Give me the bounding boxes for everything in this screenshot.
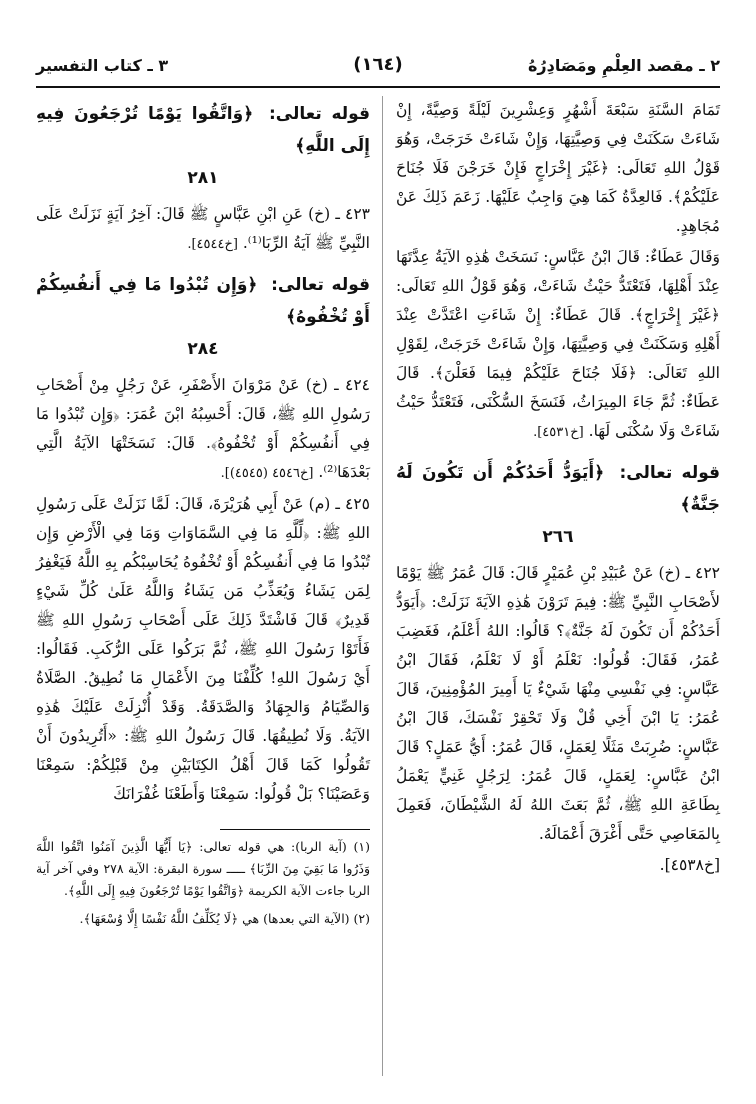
heading-label: قوله تعالى: <box>268 104 370 124</box>
column-divider <box>382 96 383 1076</box>
chapter-title: ٢ ـ مقصد العِلْمِ ومَصَادِرُهُ <box>527 56 720 75</box>
hadith-423 <box>36 200 370 259</box>
hadith-text: ٤٢٣ ـ (خ) عَنِ ابْنِ عَبَّاسٍ ﷺ قَالَ: آخِرُ آيَةٍ نَزَلَتْ عَلَى النَّبِيِّ ﷺ آيَةُ الرِّبَا⁽¹⁾. <box>36 205 370 252</box>
page-header <box>36 52 720 82</box>
footnote: (٢) (الآية التي بعدها) هي ﴿لَا يُكَلِّفُ اللَّهُ نَفْسًا إِلَّا وُسْعَهَا﴾. <box>79 911 370 926</box>
verse-heading <box>36 269 370 365</box>
right-column <box>396 96 720 882</box>
hadith-422: ٤٢٢ ـ (خ) عَنْ عُبَيْدِ بْنِ عُمَيْرٍ قَالَ: قَالَ عُمَرُ ﷺ يَوْمًا لأَصْحَابِ النَّبِيِّ ﷺ: فِيمَ تَرَوْنَ هَٰذِهِ الآيَةَ نَزَلَتْ: ﴿أَيَوَدُّ أَحَدُكُمْ أَن تَكُونَ لَهُ جَنَّةٌ﴾؟ قَالُوا: اللهُ أَعْلَمُ، فَغَضِبَ عُمَرُ، فَقَالَ: قُولُوا: نَعْلَمُ أَوْ لَا نَعْلَمُ، فَقَالَ ابْنُ عَبَّاسٍ: فِي نَفْسِي مِنْهَا شَيْءٌ يَا أَمِيرَ المُؤْمِنِينَ، قَالَ عُمَرُ: يَا ابْنَ أَخِي قُلْ وَلَا تَحْقِرْ نَفْسَكَ، قَالَ ابْنُ عَبَّاسٍ: ضُرِبَتْ مَثَلًا لِعَمَلٍ، قَالَ عُمَرُ: أَيُّ عَمَلٍ؟ قَالَ ابْنُ عَبَّاسٍ: لِعَمَلٍ، قَالَ عُمَرُ: لِرَجُلٍ غَنِيٍّ يَعْمَلُ بِطَاعَةِ اللهِ ﷺ، ثُمَّ بَعَثَ اللهُ لَهُ الشَّيْطَانَ، فَعَمِلَ بِالمَعَاصِي حَتَّى أَغْرَقَ أَعْمَالَهُ. <box>395 564 720 843</box>
page-number: (١٦٤) <box>353 54 403 75</box>
book-title: ٣ ـ كتاب التفسير <box>36 56 169 75</box>
hadith-424 <box>36 371 370 488</box>
footnotes <box>36 836 370 930</box>
hadith-reference: [خ٤٥٤٤]. <box>187 237 238 252</box>
hadith-reference: [خ٤٥٤٦ (٤٥٤٥)]. <box>220 466 314 481</box>
verse-heading <box>396 457 720 553</box>
footnote-rule <box>220 829 370 830</box>
verse-heading <box>36 98 370 194</box>
heading-label: قوله تعالى: <box>619 463 720 483</box>
hadith-reference: [خ٤٥٣٨]. <box>659 856 720 874</box>
hadith-reference: [خ٤٥٣١]. <box>533 425 584 440</box>
heading-label: قوله تعالى: <box>271 275 370 295</box>
verse-number: ٢٦٦ <box>542 527 574 547</box>
verse-number: ٢٨١ <box>187 168 219 188</box>
paragraph <box>396 243 720 447</box>
header-rule <box>36 86 720 88</box>
paragraph-text: وَقَالَ عَطَاءٌ: قَالَ ابْنُ عَبَّاسٍ: نَسَخَتْ هَٰذِهِ الآيَةُ عِدَّتَهَا عِنْدَ أَهْلِهَا، فَتَعْتَدُّ حَيْثُ شَاءَتْ، وَهُوَ قَوْلُ اللهِ تَعَالَى: ﴿غَيْرَ إِخْرَاجٍ﴾. قَالَ عَطَاءٌ: إِنْ شَاءَتِ اعْتَدَّتْ عِنْدَ أَهْلِهِ وَسَكَنَتْ فِي وَصِيَّتِهَا، وَإِنْ شَاءَتْ خَرَجَتْ، لِقَوْلِ اللهِ تَعَالَى: ﴿فَلَا جُنَاحَ عَلَيْكُمْ فِيمَا فَعَلْنَ﴾. قَالَ عَطَاءٌ: ثُمَّ جَاءَ المِيرَاثُ، فَنَسَخَ السُّكْنَى، فَتَعْتَدُّ حَيْثُ شَاءَتْ وَلَا سُكْنَى لَهَا. <box>396 248 720 440</box>
heading-verse: ﴿أَيَوَدُّ أَحَدُكُمْ أَن تَكُونَ لَهُ جَنَّةٌ﴾ <box>396 463 720 515</box>
footnote: (١) (آية الربا): هي قوله تعالى: ﴿يَا أَيُّهَا الَّذِينَ آمَنُوا اتَّقُوا اللَّهَ وَذَرُوا مَا بَقِيَ مِنَ الرِّبَا﴾ ـــــ سورة البقرة: الآية ٢٧٨ وفي آخر آية الربا جاءت الآية الكريمة ﴿وَاتَّقُوا يَوْمًا تُرْجَعُونَ فِيهِ إِلَى اللَّهِ﴾. <box>36 839 370 898</box>
heading-verse: ﴿وَاتَّقُوا يَوْمًا تُرْجَعُونَ فِيهِ إِلَى اللَّهِ﴾ <box>36 104 370 156</box>
paragraph: تَمَامَ السَّنَةِ سَبْعَةَ أَشْهُرٍ وَعِشْرِينَ لَيْلَةً وَصِيَّةً، إِنْ شَاءَتْ سَكَنَتْ فِي وَصِيَّتِهَا، وَإِنْ شَاءَتْ خَرَجَتْ، وَهُوَ قَوْلُ اللهِ تَعَالَى: ﴿غَيْرَ إِخْرَاجٍ فَإِنْ خَرَجْنَ فَلَا جُنَاحَ عَلَيْكُمْ﴾. فَالعِدَّةُ كَمَا هِيَ وَاجِبٌ عَلَيْهَا. زَعَمَ ذَلِكَ عَنْ مُجَاهِدٍ. <box>396 101 720 235</box>
left-column <box>36 96 370 936</box>
hadith-text: ٤٢٤ ـ (خ) عَنْ مَرْوَانَ الأَصْفَرِ، عَنْ رَجُلٍ مِنْ أَصْحَابِ رَسُولِ اللهِ ﷺ، قَالَ: أَحْسِبُهُ ابْنَ عُمَرَ: ﴿وَإِن تُبْدُوا مَا فِي أَنفُسِكُمْ أَوْ تُخْفُوهُ﴾. قَالَ: نَسَخَتْهَا الآيَةُ الَّتِي بَعْدَهَا⁽²⁾. <box>36 376 370 481</box>
hadith-425: ٤٢٥ ـ (م) عَنْ أَبِي هُرَيْرَةَ، قَالَ: لَمَّا نَزَلَتْ عَلَى رَسُولِ اللهِ ﷺ: ﴿لِّلَّهِ مَا فِي السَّمَاوَاتِ وَمَا فِي الْأَرْضِ وَإِن تُبْدُوا مَا فِي أَنفُسِكُمْ أَوْ تُخْفُوهُ يُحَاسِبْكُم بِهِ اللَّهُ فَيَغْفِرُ لِمَن يَشَاءُ وَيُعَذِّبُ مَن يَشَاءُ وَاللَّهُ عَلَىٰ كُلِّ شَيْءٍ قَدِيرٌ﴾ قَالَ فَاشْتَدَّ ذَلِكَ عَلَى أَصْحَابِ رَسُولِ اللهِ ﷺ فَأَتَوْا رَسُولَ اللهِ ﷺ، ثُمَّ بَرَكُوا عَلَى الرُّكَبِ. فَقَالُوا: أَيْ رَسُولَ اللهِ! كُلِّفْنَا مِنَ الأَعْمَالِ مَا نُطِيقُ. الصَّلَاةُ وَالصِّيَامُ وَالجِهَادُ وَالصَّدَقَةُ. وَقَدْ أُنْزِلَتْ عَلَيْكَ هَٰذِهِ الآيَةُ. وَلَا نُطِيقُهَا. قَالَ رَسُولُ اللهِ ﷺ: «أَتُرِيدُونَ أَنْ تَقُولُوا كَمَا قَالَ أَهْلُ الكِتَابَيْنِ مِنْ قَبْلِكُمْ: سَمِعْنَا وَعَصَيْنَا؟ بَلْ قُولُوا: سَمِعْنَا وَأَطَعْنَا غُفْرَانَكَ <box>36 495 370 803</box>
verse-number: ٢٨٤ <box>187 339 219 359</box>
heading-verse: ﴿وَإِن تُبْدُوا مَا فِي أَنفُسِكُمْ أَوْ تُخْفُوهُ﴾ <box>36 275 370 327</box>
